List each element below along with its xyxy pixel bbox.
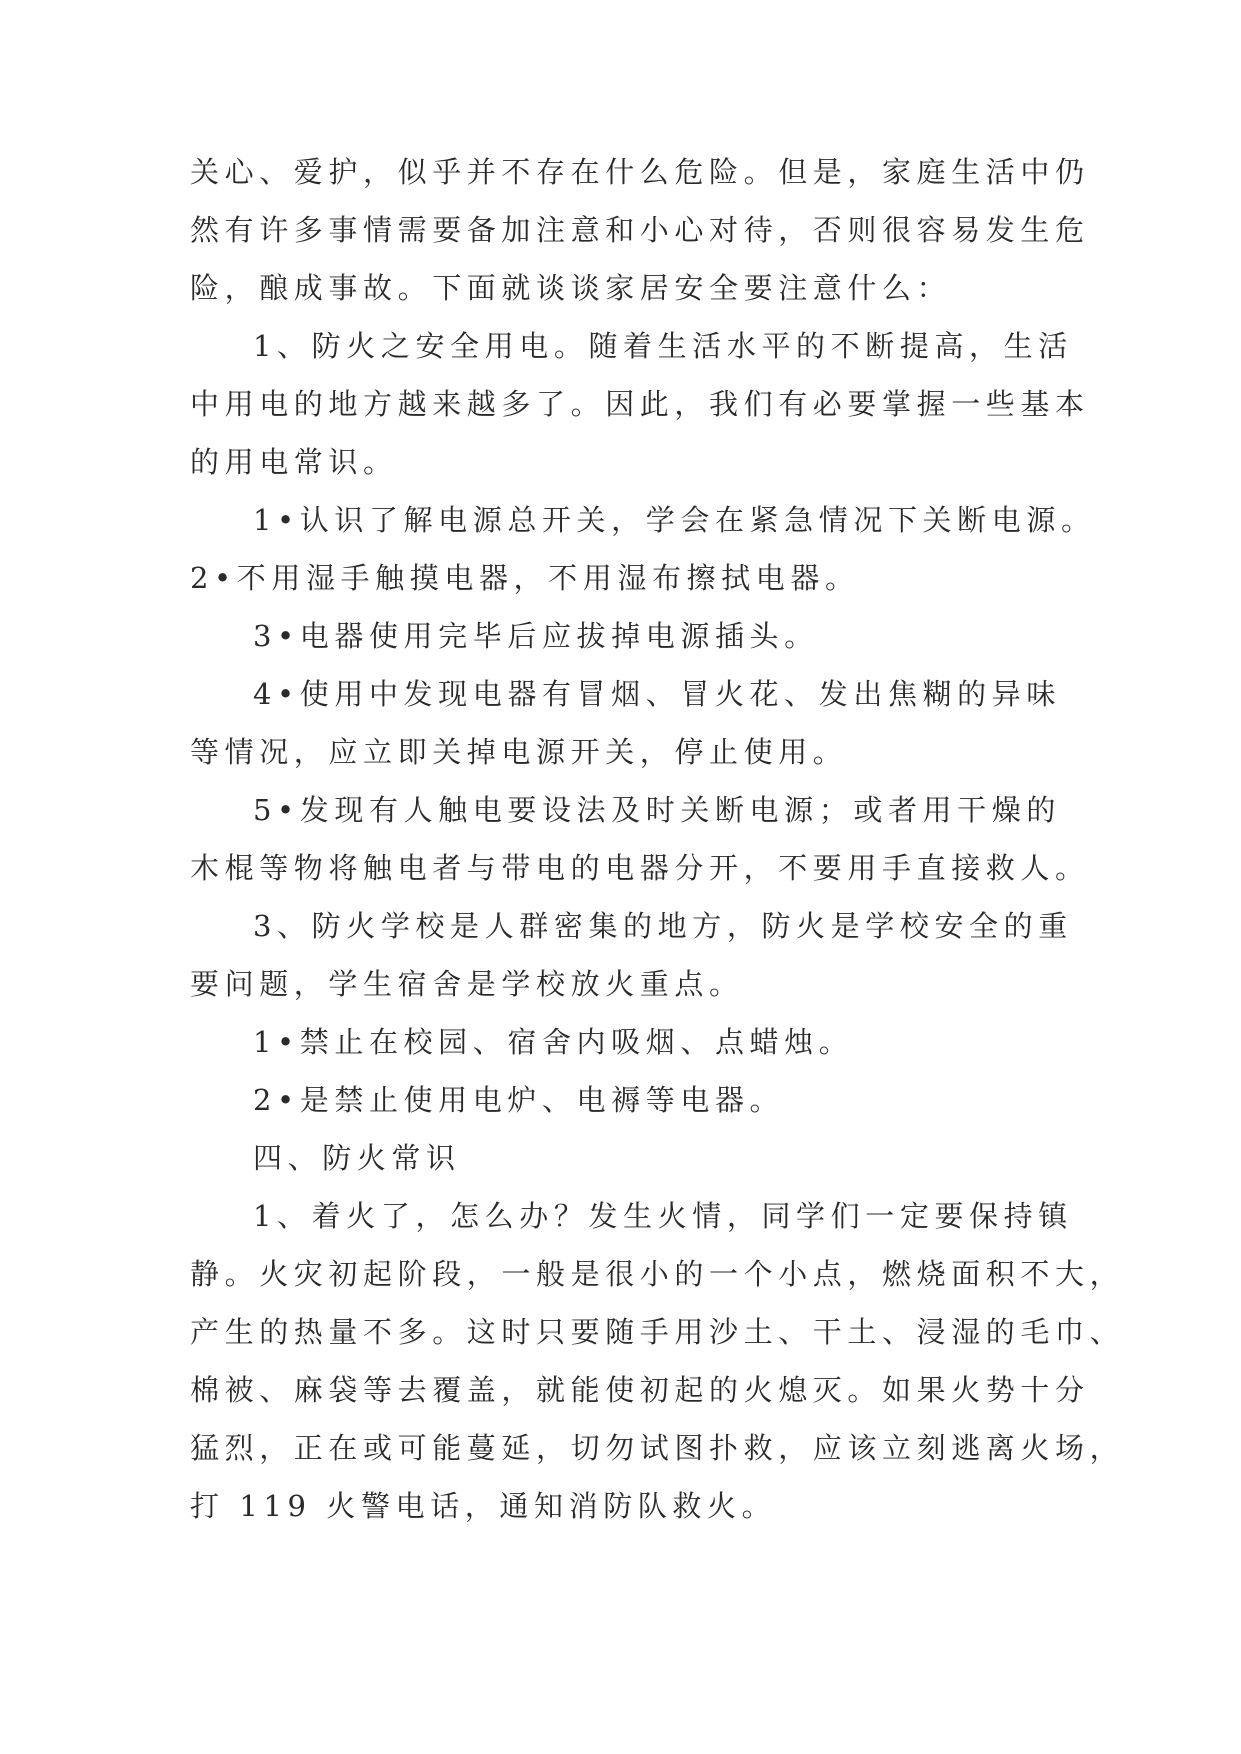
paragraph-line: 木棍等物将触电者与带电的电器分开，不要用手直接救人。: [190, 851, 1090, 885]
paragraph-line: 静。火灾初起阶段，一般是很小的一个小点，燃烧面积不大，: [190, 1257, 1125, 1291]
paragraph-line: 险，酿成事故。下面就谈谈家居安全要注意什么：: [190, 271, 952, 305]
paragraph-line: 5•发现有人触电要设法及时关断电源；或者用干燥的: [253, 793, 1061, 827]
paragraph-line: 2•不用湿手触摸电器，不用湿布擦拭电器。: [190, 561, 860, 595]
paragraph-line: 1•禁止在校园、宿舍内吸烟、点蜡烛。: [253, 1025, 854, 1059]
paragraph-line: 猛烈，正在或可能蔓延，切勿试图扑救，应该立刻逃离火场，: [190, 1431, 1125, 1465]
paragraph-line: 然有许多事情需要备加注意和小心对待，否则很容易发生危: [190, 213, 1090, 247]
paragraph-line: 打 119 火警电话，通知消防队救火。: [190, 1489, 777, 1523]
paragraph-line: 棉被、麻袋等去覆盖，就能使初起的火熄灭。如果火势十分: [190, 1373, 1090, 1407]
section-heading: 四、防火常识: [253, 1141, 461, 1175]
paragraph-line: 1、着火了，怎么办？发生火情，同学们一定要保持镇: [253, 1199, 1073, 1233]
paragraph-line: 3•电器使用完毕后应拔掉电源插头。: [253, 619, 819, 653]
paragraph-line: 中用电的地方越来越多了。因此，我们有必要掌握一些基本: [190, 387, 1090, 421]
paragraph-line: 要问题，学生宿舍是学校放火重点。: [190, 967, 744, 1001]
paragraph-line: 2•是禁止使用电炉、电褥等电器。: [253, 1083, 785, 1117]
paragraph-line: 产生的热量不多。这时只要随手用沙土、干土、浸湿的毛巾、: [190, 1315, 1125, 1349]
paragraph-line: 等情况，应立即关掉电源开关，停止使用。: [190, 735, 848, 769]
paragraph-line: 1•认识了解电源总开关，学会在紧急情况下关断电源。: [253, 503, 1096, 537]
paragraph-line: 关心、爱护，似乎并不存在什么危险。但是，家庭生活中仍: [190, 155, 1090, 189]
paragraph-line: 1、防火之安全用电。随着生活水平的不断提高，生活: [253, 329, 1073, 363]
paragraph-line: 4•使用中发现电器有冒烟、冒火花、发出焦糊的异味: [253, 677, 1061, 711]
paragraph-line: 3、防火学校是人群密集的地方，防火是学校安全的重: [253, 909, 1073, 943]
paragraph-line: 的用电常识。: [190, 445, 398, 479]
